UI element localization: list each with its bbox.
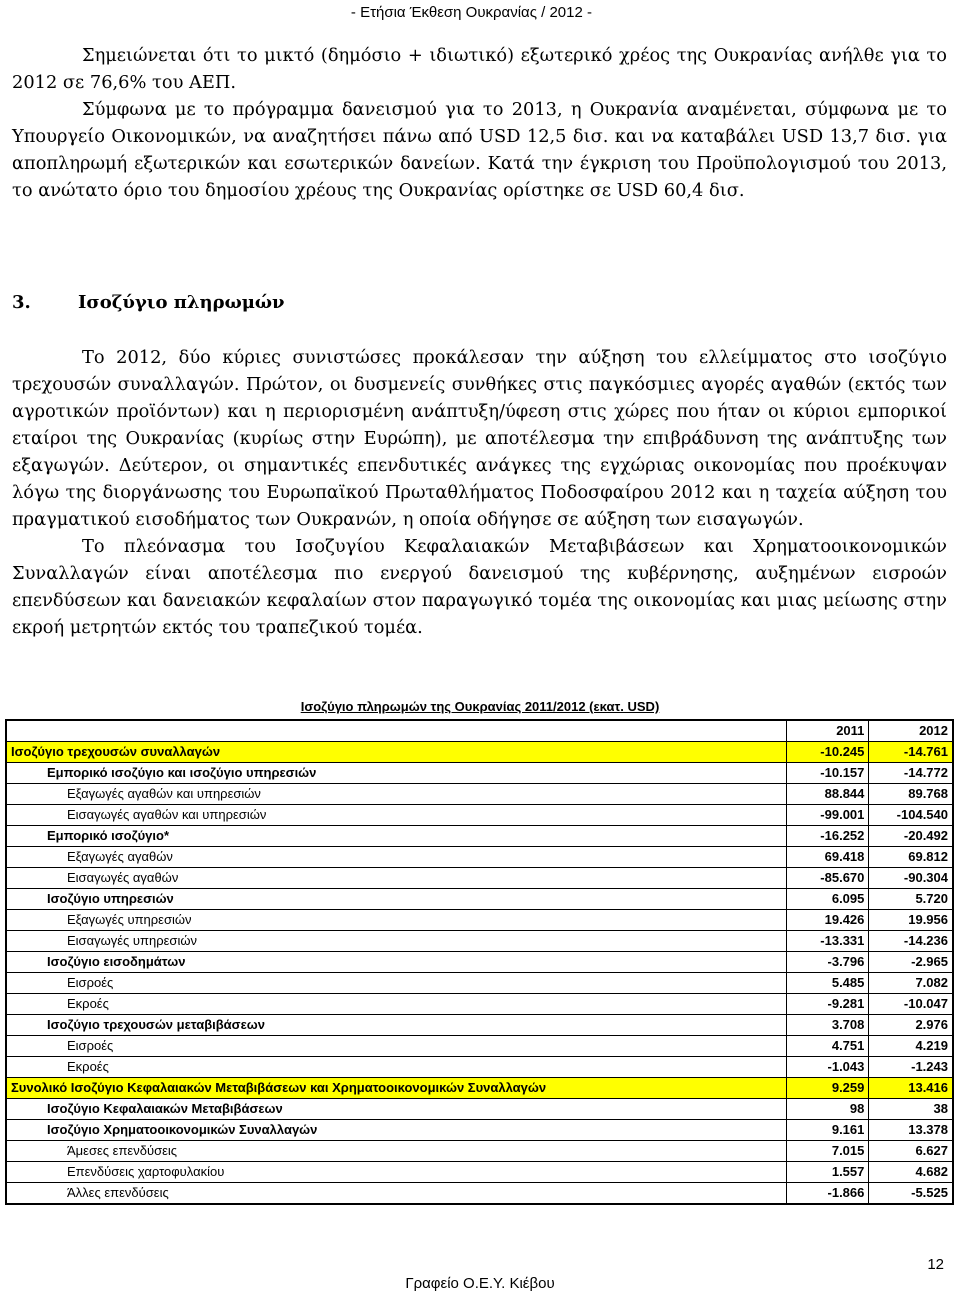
intro-paragraph-2: Σύμφωνα με το πρόγραμμα δανεισμού για το 2013, η Ουκρανία αναμένεται, σύμφωνα με το Υπουργείο Οικονομικών, να αναζητήσει πάνω από USD 12,5 δισ. και να καταβάλει USD 13,7 δισ. για αποπληρωμή εξωτερικών και εσωτερικών δανείων. Κατά την έγκριση του Προϋπολογισμού του 2013, το ανώτατο όριο του δημοσίου χρέους της Ουκρανίας ορίστηκε σε USD 60,4 δισ. bbox=[12, 99, 947, 201]
value-2011: 5.485 bbox=[787, 973, 869, 994]
table-row bbox=[6, 826, 953, 847]
intro-paragraph-1: Σημειώνεται ότι το μικτό (δημόσιο + ιδιωτικό) εξωτερικό χρέος της Ουκρανίας ανήλθε για το 2012 σε 76,6% του ΑΕΠ. bbox=[12, 45, 947, 93]
value-2011: 69.418 bbox=[787, 847, 869, 868]
value-2012: -10.047 bbox=[869, 994, 953, 1015]
table-title: Ισοζύγιο πληρωμών της Ουκρανίας 2011/2012 (εκατ. USD) bbox=[300, 699, 660, 714]
table-row bbox=[6, 931, 953, 952]
value-2012: 13.378 bbox=[869, 1120, 953, 1141]
row-label: Εξαγωγές αγαθών bbox=[6, 847, 787, 868]
value-2011: 9.259 bbox=[787, 1078, 869, 1099]
body-text bbox=[12, 344, 947, 641]
value-2012: 69.812 bbox=[869, 847, 953, 868]
table-row bbox=[6, 1036, 953, 1057]
row-label: Άλλες επενδύσεις bbox=[6, 1183, 787, 1205]
row-label: Εισροές bbox=[6, 1036, 787, 1057]
table-row bbox=[6, 1099, 953, 1120]
row-label: Ισοζύγιο υπηρεσιών bbox=[6, 889, 787, 910]
table-row bbox=[6, 1078, 953, 1099]
value-2012: -104.540 bbox=[869, 805, 953, 826]
value-2011: 88.844 bbox=[787, 784, 869, 805]
value-2011: 1.557 bbox=[787, 1162, 869, 1183]
value-2012: -90.304 bbox=[869, 868, 953, 889]
table-row bbox=[6, 847, 953, 868]
table-row bbox=[6, 1183, 953, 1205]
row-label: Ισοζύγιο Χρηματοοικονομικών Συναλλαγών bbox=[6, 1120, 787, 1141]
body-paragraph-1: Το 2012, δύο κύριες συνιστώσες προκάλεσαν την αύξηση του ελλείμματος στο ισοζύγιο τρεχουσών συναλλαγών. Πρώτον, οι δυσμενείς συνθήκες στις παγκόσμιες αγορές αγαθών (εκτός των αγροτικών προϊόντων) και η περιορισμένη ανάπτυξη/ύφεση στις χώρες που ήταν οι κύριοι εμπορικοί εταίροι της Ουκρανίας (κυρίως στην Ευρώπη), με αποτέλεσμα την επιβράδυνση της ανάπτυξης των εξαγωγών. Δεύτερον, οι σημαντικές επενδυτικές ανάγκες της εγχώριας οικονομίας που προέκυψαν λόγω της διοργάνωσης του Ευρωπαϊκού Πρωταθλήματος Ποδοσφαίρου 2012 και η ταχεία αύξηση του πραγματικού εισοδήματος των Ουκρανών, η οποία οδήγησε σε αύξηση των εισαγωγών. bbox=[12, 347, 947, 530]
value-2012: 5.720 bbox=[869, 889, 953, 910]
table-row bbox=[6, 973, 953, 994]
table-row bbox=[6, 1057, 953, 1078]
page-number: 12 bbox=[927, 1256, 944, 1273]
balance-of-payments-table bbox=[5, 719, 954, 1205]
table-row bbox=[6, 1141, 953, 1162]
table-row bbox=[6, 805, 953, 826]
table-row bbox=[6, 784, 953, 805]
row-label: Ισοζύγιο εισοδημάτων bbox=[6, 952, 787, 973]
value-2011: -10.157 bbox=[787, 763, 869, 784]
header-year-2012: 2012 bbox=[869, 720, 953, 742]
row-label: Συνολικό Ισοζύγιο Κεφαλαιακών Μεταβιβάσεων και Χρηματοοικονομικών Συναλλαγών bbox=[6, 1078, 787, 1099]
footer: Γραφείο Ο.Ε.Υ. Κιέβου bbox=[405, 1275, 555, 1292]
intro-text bbox=[12, 42, 947, 204]
section-number: 3. bbox=[12, 292, 31, 313]
value-2011: -85.670 bbox=[787, 868, 869, 889]
body-paragraph-2: Το πλεόνασμα του Ισοζυγίου Κεφαλαιακών Μεταβιβάσεων και Χρηματοοικονομικών Συναλλαγών είναι αποτέλεσμα πιο ενεργού δανεισμού της κυβέρνησης, αυξημένων εισροών επενδύσεων και δανειακών κεφαλαίων στον παραγωγικό τομέα της οικονομίας και μιας μείωσης στην εκροή μετρητών εκτός του τραπεζικού τομέα. bbox=[12, 536, 947, 638]
table-row bbox=[6, 1015, 953, 1036]
row-label: Εισαγωγές αγαθών bbox=[6, 868, 787, 889]
value-2011: 98 bbox=[787, 1099, 869, 1120]
row-label: Εμπορικό ισοζύγιο* bbox=[6, 826, 787, 847]
row-label: Εισροές bbox=[6, 973, 787, 994]
table-row bbox=[6, 1162, 953, 1183]
value-2011: 9.161 bbox=[787, 1120, 869, 1141]
value-2011: 7.015 bbox=[787, 1141, 869, 1162]
value-2012: -5.525 bbox=[869, 1183, 953, 1205]
value-2012: 7.082 bbox=[869, 973, 953, 994]
row-label: Ισοζύγιο τρεχουσών συναλλαγών bbox=[6, 742, 787, 763]
table-row bbox=[6, 742, 953, 763]
value-2012: 19.956 bbox=[869, 910, 953, 931]
value-2011: 19.426 bbox=[787, 910, 869, 931]
value-2011: -16.252 bbox=[787, 826, 869, 847]
value-2011: 3.708 bbox=[787, 1015, 869, 1036]
row-label: Εκροές bbox=[6, 994, 787, 1015]
table-row bbox=[6, 868, 953, 889]
section-title: Ισοζύγιο πληρωμών bbox=[78, 292, 285, 313]
row-label: Εισαγωγές υπηρεσιών bbox=[6, 931, 787, 952]
row-label: Εξαγωγές αγαθών και υπηρεσιών bbox=[6, 784, 787, 805]
value-2011: -13.331 bbox=[787, 931, 869, 952]
value-2012: -2.965 bbox=[869, 952, 953, 973]
table-row bbox=[6, 889, 953, 910]
table-header-row bbox=[6, 720, 953, 742]
table-row bbox=[6, 994, 953, 1015]
table-row bbox=[6, 1120, 953, 1141]
row-label: Επενδύσεις χαρτοφυλακίου bbox=[6, 1162, 787, 1183]
value-2012: 38 bbox=[869, 1099, 953, 1120]
value-2011: -1.043 bbox=[787, 1057, 869, 1078]
row-label: Εξαγωγές υπηρεσιών bbox=[6, 910, 787, 931]
table-row bbox=[6, 952, 953, 973]
value-2011: -99.001 bbox=[787, 805, 869, 826]
header-blank bbox=[6, 720, 787, 742]
value-2012: 2.976 bbox=[869, 1015, 953, 1036]
value-2012: 6.627 bbox=[869, 1141, 953, 1162]
row-label: Άμεσες επενδύσεις bbox=[6, 1141, 787, 1162]
value-2012: 4.682 bbox=[869, 1162, 953, 1183]
value-2012: 4.219 bbox=[869, 1036, 953, 1057]
table-row bbox=[6, 910, 953, 931]
value-2011: -3.796 bbox=[787, 952, 869, 973]
value-2011: -10.245 bbox=[787, 742, 869, 763]
value-2012: -14.772 bbox=[869, 763, 953, 784]
value-2011: 6.095 bbox=[787, 889, 869, 910]
value-2012: 89.768 bbox=[869, 784, 953, 805]
section-heading bbox=[12, 292, 285, 313]
row-label: Εμπορικό ισοζύγιο και ισοζύγιο υπηρεσιών bbox=[6, 763, 787, 784]
value-2012: -1.243 bbox=[869, 1057, 953, 1078]
value-2011: -1.866 bbox=[787, 1183, 869, 1205]
value-2012: -14.236 bbox=[869, 931, 953, 952]
value-2012: -20.492 bbox=[869, 826, 953, 847]
value-2011: -9.281 bbox=[787, 994, 869, 1015]
value-2012: -14.761 bbox=[869, 742, 953, 763]
running-header: - Ετήσια Έκθεση Ουκρανίας / 2012 - bbox=[350, 4, 592, 21]
header-year-2011: 2011 bbox=[787, 720, 869, 742]
row-label: Εκροές bbox=[6, 1057, 787, 1078]
table-row bbox=[6, 763, 953, 784]
row-label: Ισοζύγιο τρεχουσών μεταβιβάσεων bbox=[6, 1015, 787, 1036]
row-label: Εισαγωγές αγαθών και υπηρεσιών bbox=[6, 805, 787, 826]
value-2012: 13.416 bbox=[869, 1078, 953, 1099]
value-2011: 4.751 bbox=[787, 1036, 869, 1057]
row-label: Ισοζύγιο Κεφαλαιακών Μεταβιβάσεων bbox=[6, 1099, 787, 1120]
